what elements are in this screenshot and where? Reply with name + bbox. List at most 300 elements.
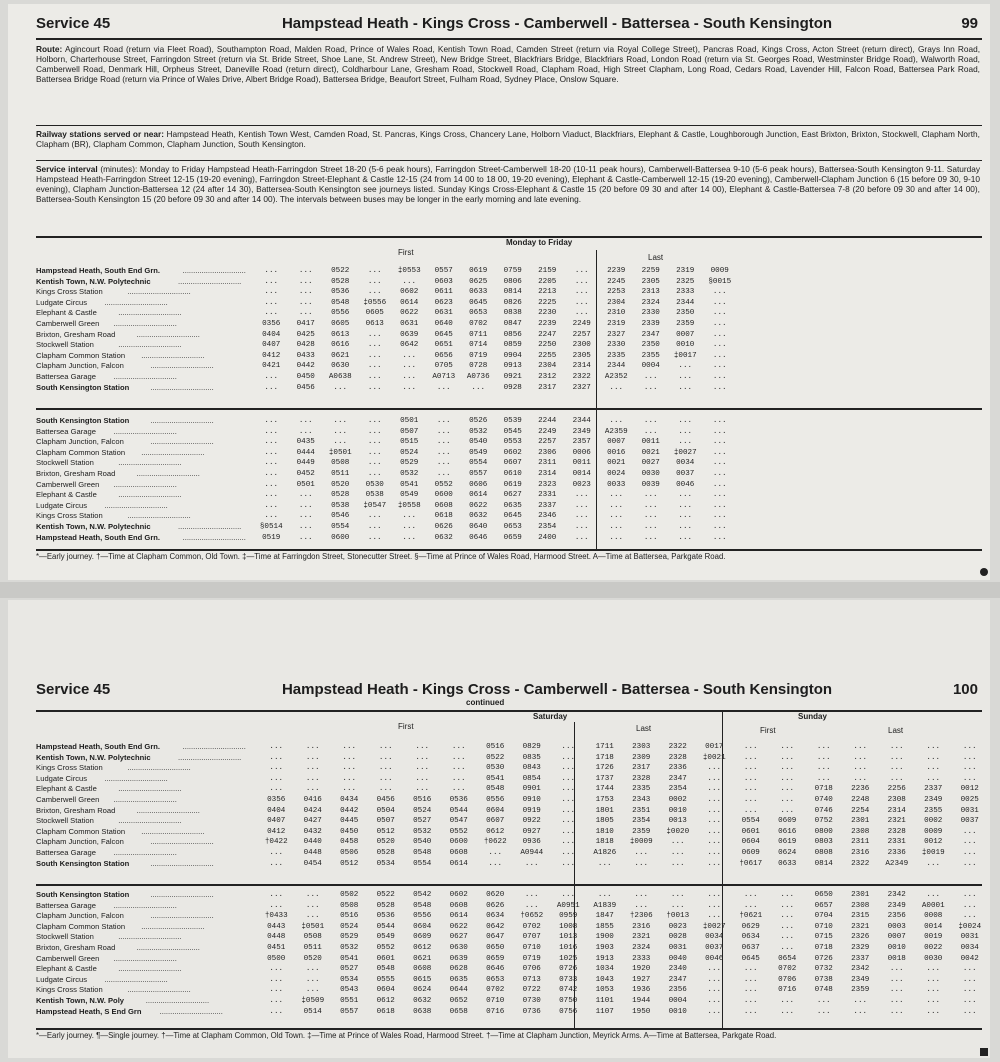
time-cell: 0448 bbox=[267, 933, 286, 942]
table-row bbox=[36, 806, 982, 816]
table-row bbox=[36, 372, 982, 382]
stop-name: South Kensington Station bbox=[36, 416, 130, 425]
leader-dots: .............................. bbox=[113, 795, 177, 804]
leader-dots: .............................. bbox=[145, 996, 210, 1005]
time-cell: ... bbox=[670, 859, 685, 868]
time-cell: ... bbox=[707, 827, 722, 836]
time-cell: ... bbox=[264, 267, 279, 275]
time-cell: 0835 bbox=[522, 753, 541, 762]
time-cell: ... bbox=[634, 859, 649, 868]
time-cell: ... bbox=[488, 859, 503, 868]
time-cell: ‡0027 bbox=[673, 448, 697, 457]
time-cell: ... bbox=[962, 965, 977, 974]
time-cell: 0657 bbox=[814, 901, 833, 910]
time-cell: ... bbox=[926, 743, 941, 751]
time-cell: ... bbox=[678, 491, 693, 500]
time-cell: 2347 bbox=[641, 330, 660, 339]
stop-name: Hampstead Heath, South End Grn. bbox=[36, 532, 161, 542]
time-cell: 0530 bbox=[365, 480, 384, 489]
time-cell: ... bbox=[367, 267, 382, 275]
table-row bbox=[36, 996, 982, 1006]
time-cell: 0540 bbox=[469, 438, 488, 447]
time-cell: 0959 bbox=[559, 912, 578, 921]
time-cell: ... bbox=[574, 309, 589, 318]
time-cell: 0526 bbox=[469, 417, 488, 425]
time-cell: ... bbox=[889, 975, 904, 984]
time-cell: ... bbox=[712, 470, 727, 478]
time-cell: ... bbox=[707, 817, 722, 826]
time-cell: 1936 bbox=[632, 986, 651, 995]
time-cell: 1847 bbox=[595, 912, 614, 921]
time-cell: ... bbox=[678, 438, 693, 447]
time-cell: 0027 bbox=[641, 459, 660, 468]
rail-label: Railway stations served or near: bbox=[36, 129, 164, 139]
time-cell: 0541 bbox=[486, 774, 505, 783]
time-cell: 2326 bbox=[851, 933, 870, 942]
time-cell: ... bbox=[264, 459, 279, 468]
time-cell: ... bbox=[707, 796, 722, 804]
time-cell: ... bbox=[367, 438, 382, 447]
time-cell: ... bbox=[269, 785, 284, 794]
time-cell: ... bbox=[678, 373, 693, 381]
time-cell: 2356 bbox=[887, 912, 906, 921]
time-cell: 2159 bbox=[538, 267, 557, 275]
time-cell: 0600 bbox=[331, 533, 350, 542]
time-cell: 0627 bbox=[503, 491, 522, 500]
time-cell: ... bbox=[342, 743, 357, 751]
time-cell: ... bbox=[634, 901, 649, 910]
time-cell: 0532 bbox=[413, 827, 432, 836]
time-cell: 0604 bbox=[741, 838, 760, 847]
time-cell: ... bbox=[780, 922, 795, 931]
time-cell: 1903 bbox=[595, 944, 614, 952]
stop-name: Elephant & Castle bbox=[36, 308, 97, 318]
time-cell: 0710 bbox=[814, 922, 833, 931]
time-cell: ... bbox=[436, 438, 451, 447]
leader-dots: .............................. bbox=[127, 985, 191, 995]
time-cell: ... bbox=[264, 277, 279, 286]
time-cell: 0646 bbox=[469, 533, 488, 542]
time-cell: 0556 bbox=[413, 912, 432, 921]
time-cell: 0412 bbox=[267, 827, 286, 836]
time-cell: 1053 bbox=[595, 986, 614, 995]
time-cell: 1855 bbox=[595, 922, 614, 931]
section-rule bbox=[36, 408, 982, 410]
stop-name: Kings Cross Station bbox=[36, 511, 103, 521]
time-cell: 0633 bbox=[778, 859, 797, 868]
stop-name: Stockwell Station bbox=[36, 458, 94, 468]
time-cell: 0919 bbox=[522, 806, 541, 815]
time-cell: ... bbox=[743, 891, 758, 899]
day-heading: Monday to Friday bbox=[506, 238, 573, 247]
time-cell: 2327 bbox=[572, 383, 591, 392]
time-cell: ... bbox=[962, 986, 977, 995]
time-cell: 0544 bbox=[376, 922, 395, 931]
time-cell: 0702 bbox=[778, 965, 797, 974]
time-cell: 0504 bbox=[376, 806, 395, 815]
time-cell: 0826 bbox=[503, 298, 522, 307]
table-row bbox=[36, 383, 982, 393]
table-row bbox=[36, 480, 982, 490]
time-cell: 2310 bbox=[607, 309, 626, 318]
time-cell: ... bbox=[333, 427, 348, 436]
table-row bbox=[36, 427, 982, 437]
time-cell: 0031 bbox=[960, 806, 979, 815]
time-cell: 0442 bbox=[340, 806, 359, 815]
time-cell: ... bbox=[780, 997, 795, 1005]
time-cell: 0030 bbox=[641, 470, 660, 478]
table-row bbox=[36, 458, 982, 468]
interval-paragraph bbox=[36, 164, 980, 234]
time-cell: 2304 bbox=[538, 362, 557, 371]
time-cell: 0704 bbox=[814, 912, 833, 921]
time-cell: ... bbox=[264, 501, 279, 510]
time-cell: 2335 bbox=[632, 785, 651, 794]
stop-name: Kings Cross Station bbox=[36, 763, 103, 773]
time-cell: 2244 bbox=[538, 417, 557, 425]
time-cell: 0554 bbox=[741, 817, 760, 826]
time-cell: 0009 bbox=[924, 827, 943, 836]
time-cell: 0416 bbox=[303, 796, 322, 804]
time-cell: ... bbox=[712, 523, 727, 531]
time-cell: ... bbox=[609, 533, 624, 542]
leader-dots: .............................. bbox=[178, 752, 242, 762]
time-cell: ... bbox=[743, 997, 758, 1005]
stop-name: Clapham Junction, Falcon bbox=[36, 437, 124, 447]
time-cell: 2344 bbox=[676, 298, 695, 307]
time-cell: 0756 bbox=[559, 1007, 578, 1016]
time-cell: ... bbox=[574, 501, 589, 510]
time-cell: ... bbox=[298, 277, 313, 286]
time-cell: 0508 bbox=[331, 459, 350, 468]
time-cell: 0023 bbox=[668, 922, 687, 931]
time-cell: ... bbox=[743, 975, 758, 984]
stop-name: Battersea Garage bbox=[36, 372, 96, 381]
table-row bbox=[36, 319, 982, 329]
section-rule bbox=[36, 884, 982, 886]
time-cell: ... bbox=[298, 491, 313, 500]
time-cell: 1920 bbox=[632, 965, 651, 974]
time-cell: ... bbox=[561, 806, 576, 815]
time-cell: ... bbox=[574, 298, 589, 307]
time-cell: ... bbox=[962, 753, 977, 762]
time-cell: ... bbox=[926, 774, 941, 783]
time-cell: 2328 bbox=[887, 827, 906, 836]
time-cell: ... bbox=[436, 417, 451, 425]
time-cell: 0021 bbox=[607, 459, 626, 468]
time-cell: 2328 bbox=[632, 774, 651, 783]
time-cell: 0004 bbox=[641, 362, 660, 371]
time-cell: A2359 bbox=[604, 427, 628, 436]
time-cell: 0507 bbox=[400, 427, 419, 436]
time-cell: 0646 bbox=[486, 965, 505, 974]
time-cell: ... bbox=[367, 351, 382, 360]
time-cell: 2344 bbox=[607, 362, 626, 371]
time-cell: 0619 bbox=[469, 267, 488, 275]
time-cell: 2324 bbox=[641, 298, 660, 307]
time-cell: 0609 bbox=[741, 849, 760, 857]
time-cell: 0548 bbox=[486, 785, 505, 794]
time-cell: 0628 bbox=[449, 965, 468, 974]
time-cell: 2323 bbox=[538, 480, 557, 489]
time-cell: ‡0027 bbox=[702, 922, 726, 931]
time-cell: ... bbox=[574, 288, 589, 297]
time-cell: 2247 bbox=[538, 330, 557, 339]
time-cell: 0522 bbox=[376, 891, 395, 899]
time-cell: 2343 bbox=[632, 796, 651, 804]
time-cell: ... bbox=[609, 501, 624, 510]
time-cell: 0632 bbox=[413, 997, 432, 1005]
time-cell: 0814 bbox=[503, 288, 522, 297]
stop-name: Camberwell Green bbox=[36, 479, 100, 489]
time-cell: 0922 bbox=[522, 817, 541, 826]
time-cell: ... bbox=[561, 859, 576, 868]
table-row bbox=[36, 416, 982, 426]
time-cell: ... bbox=[298, 298, 313, 307]
time-cell: 0524 bbox=[413, 806, 432, 815]
time-cell: 0624 bbox=[413, 986, 432, 995]
time-cell: ... bbox=[780, 753, 795, 762]
time-cell: ... bbox=[743, 743, 758, 751]
time-cell: ‡0547 bbox=[363, 501, 387, 510]
time-cell: 0520 bbox=[331, 480, 350, 489]
time-cell: 0010 bbox=[676, 341, 695, 350]
time-cell: ... bbox=[561, 743, 576, 751]
time-cell: ... bbox=[264, 480, 279, 489]
time-cell: §0015 bbox=[708, 277, 732, 286]
page-gap bbox=[0, 582, 1000, 598]
time-cell: ... bbox=[707, 859, 722, 868]
time-cell: 0647 bbox=[486, 933, 505, 942]
time-cell: ... bbox=[415, 753, 430, 762]
time-cell: 0528 bbox=[331, 491, 350, 500]
time-cell: 2322 bbox=[572, 373, 591, 381]
time-cell: 0524 bbox=[400, 448, 419, 457]
time-cell: ... bbox=[436, 470, 451, 478]
table-row bbox=[36, 287, 982, 297]
time-cell: 0538 bbox=[365, 491, 384, 500]
leader-dots: .............................. bbox=[113, 900, 177, 910]
stop-name: Brixton, Gresham Road bbox=[36, 469, 116, 478]
leader-dots: .............................. bbox=[113, 953, 177, 963]
time-cell: 0539 bbox=[503, 417, 522, 425]
time-cell: ... bbox=[451, 764, 466, 773]
time-cell: ... bbox=[333, 417, 348, 425]
time-cell: ... bbox=[269, 753, 284, 762]
time-cell: ... bbox=[298, 309, 313, 318]
time-cell: ... bbox=[609, 512, 624, 521]
time-cell: 0603 bbox=[434, 277, 453, 286]
time-cell: 0524 bbox=[340, 922, 359, 931]
time-cell: 0520 bbox=[303, 954, 322, 963]
time-cell: ... bbox=[378, 743, 393, 751]
leader-dots: .............................. bbox=[118, 816, 182, 826]
leader-dots: .............................. bbox=[136, 329, 200, 339]
time-cell: 0456 bbox=[296, 383, 315, 392]
time-cell: †2306 bbox=[629, 912, 653, 921]
time-cell: ... bbox=[926, 975, 941, 984]
table-row bbox=[36, 943, 982, 953]
time-cell: 0622 bbox=[449, 922, 468, 931]
leader-dots: .............................. bbox=[118, 490, 182, 500]
time-cell: 0527 bbox=[340, 965, 359, 974]
time-cell: ... bbox=[707, 838, 722, 847]
time-cell: 0454 bbox=[303, 859, 322, 868]
time-cell: 0639 bbox=[449, 954, 468, 963]
time-cell: 0612 bbox=[486, 827, 505, 836]
time-cell: 0645 bbox=[503, 512, 522, 521]
saturday-heading: Saturday bbox=[533, 712, 568, 721]
time-cell: 0516 bbox=[486, 743, 505, 751]
time-cell: 0003 bbox=[887, 922, 906, 931]
time-cell: 0604 bbox=[376, 986, 395, 995]
time-cell: 0025 bbox=[960, 796, 979, 804]
time-cell: ... bbox=[609, 383, 624, 392]
time-cell: 0901 bbox=[522, 785, 541, 794]
time-cell: 0541 bbox=[340, 954, 359, 963]
time-cell: ... bbox=[402, 373, 417, 381]
leader-dots: .............................. bbox=[118, 458, 182, 468]
time-cell: 0012 bbox=[960, 785, 979, 794]
stop-name: Clapham Common Station bbox=[36, 921, 126, 931]
time-cell: ... bbox=[780, 933, 795, 942]
stop-name: Kings Cross Station bbox=[36, 287, 103, 297]
time-cell: ... bbox=[574, 533, 589, 542]
time-cell: 0033 bbox=[607, 480, 626, 489]
time-cell: 0356 bbox=[262, 320, 281, 328]
time-cell: 0549 bbox=[469, 448, 488, 457]
time-cell: ... bbox=[962, 774, 977, 783]
time-cell: ... bbox=[926, 859, 941, 868]
time-cell: 0759 bbox=[503, 267, 522, 275]
time-cell: ... bbox=[678, 523, 693, 531]
time-cell: ... bbox=[712, 309, 727, 318]
time-cell: 0714 bbox=[469, 341, 488, 350]
time-cell: ... bbox=[780, 944, 795, 952]
time-cell: ‡0021 bbox=[702, 753, 726, 762]
stop-name: Kentish Town, N.W. Polytechnic bbox=[36, 276, 151, 286]
leader-dots: .............................. bbox=[104, 500, 168, 510]
time-cell: 0549 bbox=[400, 491, 419, 500]
time-cell: A0951 bbox=[556, 901, 580, 910]
time-cell: 2351 bbox=[632, 806, 651, 815]
time-cell: 0404 bbox=[267, 806, 286, 815]
time-cell: 0010 bbox=[668, 1007, 687, 1016]
time-cell: ... bbox=[574, 267, 589, 275]
time-cell: ... bbox=[743, 774, 758, 783]
time-cell: ... bbox=[561, 838, 576, 847]
time-cell: 0650 bbox=[814, 891, 833, 899]
time-cell: ... bbox=[743, 1007, 758, 1016]
time-cell: 0528 bbox=[331, 277, 350, 286]
time-cell: ... bbox=[712, 480, 727, 489]
table-row bbox=[36, 911, 982, 921]
time-cell: ... bbox=[367, 362, 382, 371]
time-cell: 0030 bbox=[924, 954, 943, 963]
time-cell: 0640 bbox=[469, 523, 488, 531]
time-cell: ... bbox=[678, 512, 693, 521]
time-cell: 1900 bbox=[595, 933, 614, 942]
time-cell: 0614 bbox=[449, 912, 468, 921]
time-cell: ... bbox=[780, 1007, 795, 1016]
time-cell: 0629 bbox=[741, 922, 760, 931]
time-cell: 0435 bbox=[296, 438, 315, 447]
time-cell: A0001 bbox=[921, 901, 945, 910]
time-cell: 0635 bbox=[503, 501, 522, 510]
time-cell: 0515 bbox=[400, 438, 419, 447]
divider bbox=[36, 160, 982, 161]
time-cell: 1025 bbox=[559, 954, 578, 963]
time-cell: ... bbox=[643, 383, 658, 392]
page-header bbox=[36, 676, 978, 702]
time-cell: 0538 bbox=[331, 501, 350, 510]
time-cell: ... bbox=[634, 891, 649, 899]
time-cell: ‡0558 bbox=[397, 501, 421, 510]
time-cell: 0637 bbox=[741, 944, 760, 952]
leader-dots: .............................. bbox=[127, 287, 191, 297]
time-cell: ... bbox=[926, 891, 941, 899]
time-cell: 0522 bbox=[331, 267, 350, 275]
stop-name: Ludgate Circus bbox=[36, 974, 88, 984]
time-cell: 2321 bbox=[887, 817, 906, 826]
time-cell: 2321 bbox=[851, 922, 870, 931]
time-cell: ... bbox=[264, 427, 279, 436]
leader-dots: .............................. bbox=[150, 382, 214, 392]
time-cell: †0013 bbox=[666, 912, 690, 921]
time-cell: 0607 bbox=[503, 459, 522, 468]
time-cell: 0040 bbox=[668, 954, 687, 963]
time-cell: 0659 bbox=[503, 533, 522, 542]
time-cell: 0613 bbox=[331, 330, 350, 339]
time-cell: ... bbox=[305, 774, 320, 783]
time-cell: ... bbox=[269, 743, 284, 751]
time-cell: 0507 bbox=[376, 817, 395, 826]
table-row bbox=[36, 308, 982, 318]
time-cell: 2308 bbox=[851, 901, 870, 910]
time-cell: ... bbox=[436, 459, 451, 468]
time-cell: ... bbox=[780, 743, 795, 751]
time-cell: 0631 bbox=[400, 320, 419, 328]
time-cell: 0615 bbox=[413, 975, 432, 984]
time-cell: 0536 bbox=[331, 288, 350, 297]
time-cell: 0451 bbox=[267, 944, 286, 952]
time-cell: 2347 bbox=[668, 774, 687, 783]
stop-name: Stockwell Station bbox=[36, 816, 94, 826]
time-cell: 0623 bbox=[434, 298, 453, 307]
time-cell: 0715 bbox=[814, 933, 833, 942]
time-cell: 0445 bbox=[340, 817, 359, 826]
time-cell: ... bbox=[889, 965, 904, 974]
time-cell: ... bbox=[670, 901, 685, 910]
time-cell: ... bbox=[743, 785, 758, 794]
sat-last-heading: Last bbox=[636, 724, 652, 733]
time-cell: 2330 bbox=[607, 341, 626, 350]
time-cell: 0616 bbox=[778, 827, 797, 836]
time-cell: ... bbox=[367, 383, 382, 392]
time-cell: 0556 bbox=[486, 796, 505, 804]
time-cell: ‡0024 bbox=[958, 922, 982, 931]
time-cell: 0752 bbox=[814, 817, 833, 826]
time-cell: 0706 bbox=[522, 965, 541, 974]
time-cell: †0621 bbox=[739, 912, 763, 921]
time-cell: 2305 bbox=[641, 277, 660, 286]
time-cell: 0019 bbox=[924, 933, 943, 942]
inbound-table bbox=[36, 416, 982, 546]
time-cell: 0024 bbox=[607, 470, 626, 478]
time-cell: 2213 bbox=[538, 288, 557, 297]
time-cell: 2359 bbox=[632, 827, 651, 836]
time-cell: 0007 bbox=[887, 933, 906, 942]
